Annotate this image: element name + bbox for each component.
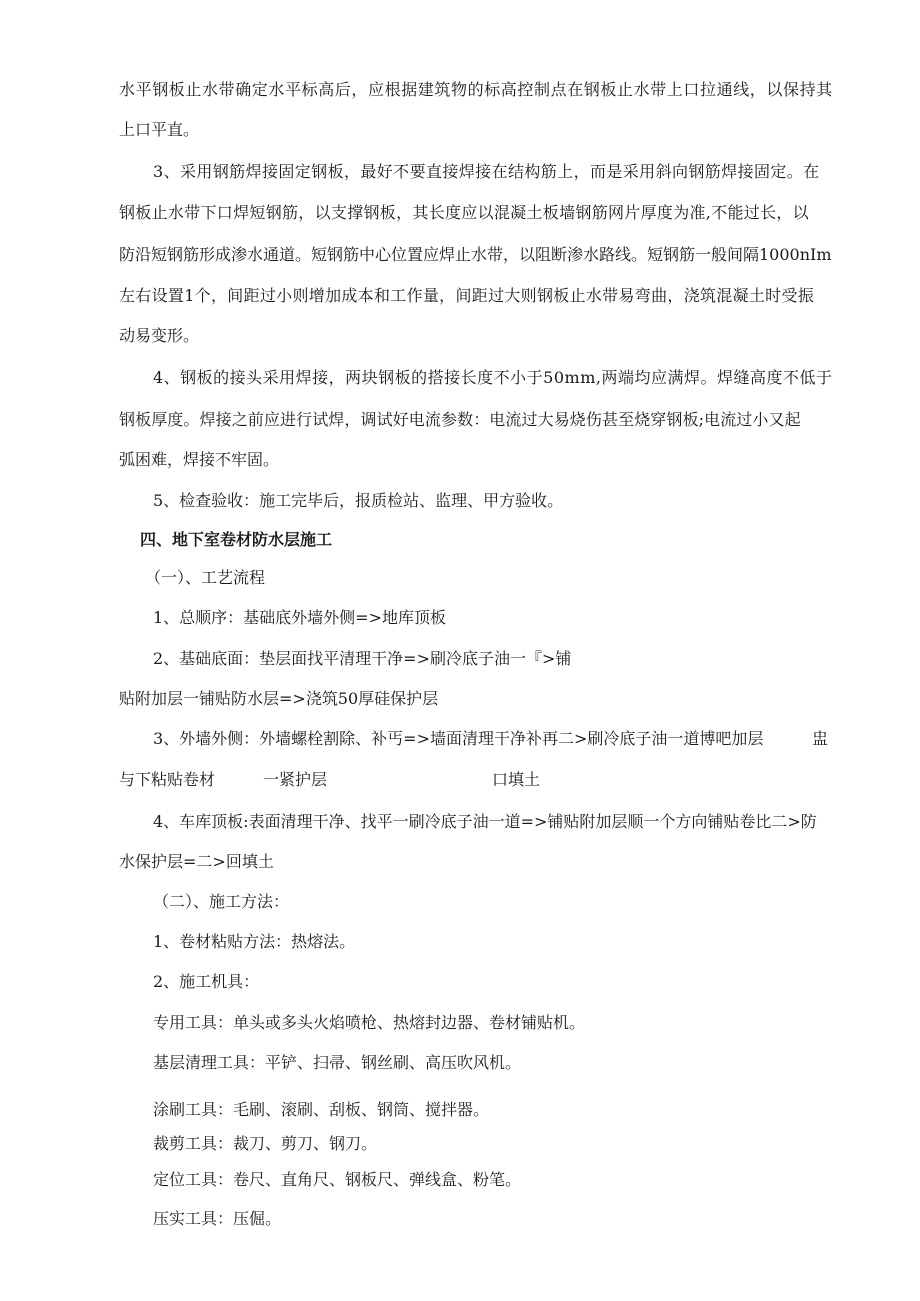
paragraph-line: 1、总顺序：基础底外墙外侧=>地库顶板: [153, 608, 446, 627]
paragraph-line: 3、外墙外侧：外墙螺栓割除、补丐=>墙面清理干净补再二>刷冷底子油一道博吧加层: [153, 729, 764, 748]
paragraph-line: 2、基础底面：垫层面找平清理干净=>刷冷底子油一『>铺: [153, 649, 572, 668]
subsection-heading: （一）、工艺流程: [145, 568, 266, 587]
paragraph-fragment: 口填土: [492, 770, 541, 789]
paragraph-line: 5、检查验收：施工完毕后，报质检站、监理、甲方验收。: [153, 491, 564, 510]
paragraph-line: 钢板止水带下口焊短钢筋，以支撑钢板，其长度应以混凝土板墙钢筋网片厚度为准,不能过长，以: [119, 203, 809, 222]
section-heading: 四、地下室卷材防水层施工: [140, 530, 333, 549]
paragraph-line: 钢板厚度。焊接之前应进行试焊，调试好电流参数：电流过大易烧伤甚至烧穿钢板;电流过小又起: [119, 410, 801, 429]
paragraph-line: 涂刷工具：毛刷、滚刷、刮板、钢筒、搅拌器。: [153, 1100, 490, 1119]
paragraph-line: 左右设置1个，间距过小则增加成本和工作量，间距过大则钢板止水带易弯曲，浇筑混凝土时受振: [119, 286, 815, 305]
paragraph-line: 贴附加层一铺贴防水层=>浇筑50厚硅保护层: [119, 689, 439, 708]
paragraph-line: 防沿短钢筋形成渗水通道。短钢筋中心位置应焊止水带，以阻断渗水路线。短钢筋一般间隔1000nIm: [119, 245, 832, 264]
paragraph-line: 上口平直。: [119, 120, 200, 139]
paragraph-line: 3、采用钢筋焊接固定钢板，最好不要直接焊接在结构筋上，而是采用斜向钢筋焊接固定。在: [153, 162, 820, 181]
paragraph-line: 4、钢板的接头采用焊接，两块钢板的搭接长度不小于50mm,两端均应满焊。焊缝高度不低于: [153, 368, 833, 387]
paragraph-line: 压实工具：压倔。: [153, 1209, 282, 1228]
paragraph-fragment: 一紧护层: [263, 770, 328, 789]
paragraph-line: 水保护层=二>回填土: [119, 852, 274, 871]
paragraph-fragment: 盅: [812, 729, 829, 748]
paragraph-line: 4、车库顶板:表面清理干净、找平一刷冷底子油一道=>铺贴附加层顺一个方向铺贴卷比二>防: [153, 812, 817, 831]
paragraph-line: 弧困难，焊接不牢固。: [119, 450, 280, 469]
paragraph-line: 裁剪工具：裁刀、剪刀、钢刀。: [153, 1134, 378, 1153]
paragraph-line: 2、施工机具：: [153, 972, 260, 991]
paragraph-line: 专用工具：单头或多头火焰喷枪、热熔封边器、卷材铺贴机。: [153, 1013, 586, 1032]
subsection-heading: （二）、施工方法：: [153, 892, 290, 911]
paragraph-line: 水平钢板止水带确定水平标高后，应根据建筑物的标高控制点在钢板止水带上口拉通线，以保持其: [119, 80, 833, 99]
paragraph-line: 定位工具：卷尺、直角尺、钢板尺、弹线盒、粉笔。: [153, 1170, 522, 1189]
paragraph-line: 1、卷材粘贴方法：热熔法。: [153, 932, 356, 951]
paragraph-line: 动易变形。: [119, 326, 200, 345]
paragraph-fragment: 与下粘贴卷材: [119, 770, 216, 789]
paragraph-line: 基层清理工具：平铲、扫帚、钢丝刷、高压吹风机。: [153, 1053, 522, 1072]
